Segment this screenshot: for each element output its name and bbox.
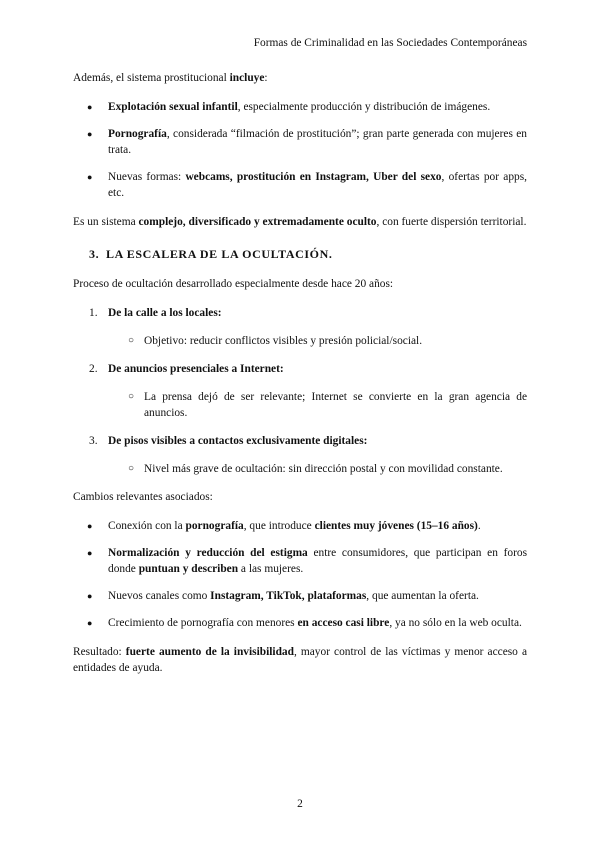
bullet-icon: ● [87,102,93,112]
bullet-icon: ● [87,618,93,628]
step-detail: ○ Nivel más grave de ocultación: sin dirección postal y con movilidad constante. [128,463,503,475]
changes-list [73,518,527,631]
step-title: De la calle a los locales: [108,307,222,319]
process-intro: Proceso de ocultación desarrollado especialmente desde hace 20 años: [73,278,394,290]
section-heading: 3. LA ESCALERA DE LA OCULTACIÓN. [89,247,333,261]
list-item: ● Conexión con la pornografía, que introduce clientes muy jóvenes (15–16 años). [87,520,481,532]
bullet-icon: ● [87,548,93,558]
result-paragraph: Resultado: fuerte aumento de la invisibilidad, mayor control de las víctimas y menor acceso a entidades de ayuda. [73,646,527,674]
bullet-icon: ● [87,172,93,182]
list-item: ● Explotación sexual infantil, especialmente producción y distribución de imágenes. [87,101,491,113]
page-content [73,70,527,676]
circle-bullet-icon: ○ [128,391,135,402]
intro-paragraph: Además, el sistema prostitucional incluye: [73,72,268,84]
step-detail: ○ La prensa dejó de ser relevante; Internet se convierte en la gran agencia de anuncios. [128,391,527,419]
list-item: ● Nuevas formas: webcams, prostitución en Instagram, Uber del sexo, ofertas por apps, etc. [87,171,527,199]
steps-list [73,305,527,477]
circle-bullet-icon: ○ [128,463,135,474]
step-item: 3. De pisos visibles a contactos exclusivamente digitales: ○ Nivel más grave de ocultación: sin dirección postal y con movilidad constante. [73,433,527,477]
step-item: 2. De anuncios presenciales a Internet: ○ La prensa dejó de ser relevante; Internet se convierte en la gran agencia de anuncios. [73,361,527,421]
bullet-icon: ● [87,591,93,601]
list-item: ● Normalización y reducción del estigma entre consumidores, que participan en foros donde puntuan y describen a las mujeres. [87,547,528,575]
list-item: ● Pornografía, considerada “filmación de prostitución”; gran parte generada con mujeres en trata. [87,128,527,156]
step-item: 1. De la calle a los locales: ○ Objetivo: reducir conflictos visibles y presión policial/social. [73,305,527,349]
system-paragraph: Es un sistema complejo, diversificado y extremadamente oculto, con fuerte dispersión territorial. [73,216,527,228]
running-header: Formas de Criminalidad en las Sociedades Contemporáneas [253,37,527,49]
bullet-icon: ● [87,129,93,139]
list-item: ● Crecimiento de pornografía con menores en acceso casi libre, ya no sólo en la web oculta. [87,617,522,629]
step-title: De pisos visibles a contactos exclusivamente digitales: [108,435,368,447]
changes-intro: Cambios relevantes asociados: [73,491,213,503]
circle-bullet-icon: ○ [128,335,135,346]
page-number: 2 [297,798,303,810]
includes-list [73,99,527,201]
step-title: De anuncios presenciales a Internet: [108,363,284,375]
step-detail: ○ Objetivo: reducir conflictos visibles y presión policial/social. [128,335,423,347]
bullet-icon: ● [87,521,93,531]
list-item: ● Nuevos canales como Instagram, TikTok, plataformas, que aumentan la oferta. [87,590,479,602]
